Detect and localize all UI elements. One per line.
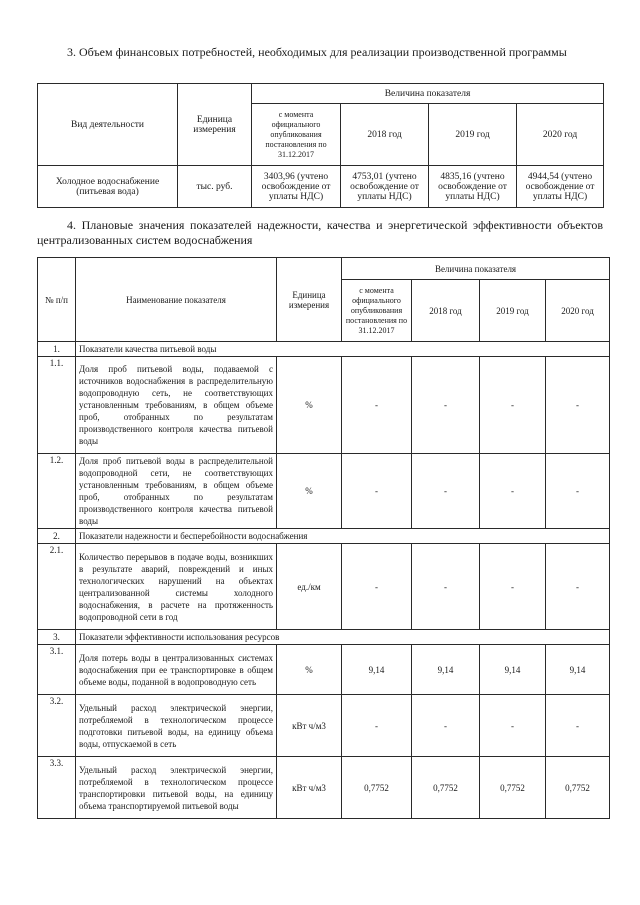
row-unit: % [277, 454, 342, 529]
row-num: 3.3. [38, 757, 76, 819]
subheader-period-2017: с момента официального опубликования постановления по 31.12.2017 [342, 280, 412, 342]
row-unit: кВт ч/м3 [277, 757, 342, 819]
row-num: 1. [38, 342, 76, 357]
cell-value-2019: 4835,16 (учтено освобождение от уплаты НДС) [429, 166, 517, 208]
subheader-2019: 2019 год [480, 280, 546, 342]
row-value: - [546, 357, 610, 454]
row-value: 0,7752 [342, 757, 412, 819]
table-row [38, 454, 610, 529]
row-value: 9,14 [480, 645, 546, 695]
section-title: Показатели качества питьевой воды [76, 342, 610, 357]
row-value: 0,7752 [412, 757, 480, 819]
row-unit: % [277, 357, 342, 454]
section-row [38, 630, 610, 645]
row-value: 0,7752 [480, 757, 546, 819]
row-value: - [480, 544, 546, 630]
row-value: - [480, 454, 546, 529]
row-name: Количество перерывов в подаче воды, возникших в результате аварий, повреждений и иных технологических нарушений на объектах централизованной системы холодного водоснабжения, в расчете на протяженность водопроводной сети в год [76, 544, 277, 630]
header-name: Наименование показателя [76, 258, 277, 342]
cell-value-2017: 3403,96 (учтено освобождение от уплаты НДС) [252, 166, 341, 208]
row-value: 9,14 [412, 645, 480, 695]
row-num: 3.1. [38, 645, 76, 695]
table-row [38, 645, 610, 695]
subheader-2020: 2020 год [517, 104, 604, 166]
row-name: Доля потерь воды в централизованных системах водоснабжения при ее транспортировке в общем объеме воды, поданной в водопроводную сеть [76, 645, 277, 695]
table-row [38, 357, 610, 454]
row-name: Удельный расход электрической энергии, потребляемой в технологическом процессе транспортировки питьевой воды, на единицу объема транспортируемой питьевой воды [76, 757, 277, 819]
row-value: - [342, 357, 412, 454]
row-value: - [412, 454, 480, 529]
row-num: 3.2. [38, 695, 76, 757]
cell-value-2020: 4944,54 (учтено освобождение от уплаты НДС) [517, 166, 604, 208]
header-unit: Единица измерения [178, 84, 252, 166]
section-row [38, 529, 610, 544]
row-num: 3. [38, 630, 76, 645]
header-value: Величина показателя [342, 258, 610, 280]
row-value: - [342, 695, 412, 757]
table-row [38, 544, 610, 630]
row-value: - [546, 544, 610, 630]
section4-heading: 4. Плановые значения показателей надежности, качества и энергетической эффективности объектов централизованных систем водоснабжения [37, 218, 603, 247]
table-row [38, 695, 610, 757]
header-activity: Вид деятельности [38, 84, 178, 166]
row-unit: кВт ч/м3 [277, 695, 342, 757]
row-num: 2.1. [38, 544, 76, 630]
row-value: - [480, 357, 546, 454]
row-value: 0,7752 [546, 757, 610, 819]
subheader-period-2017: с момента официального опубликования постановления по 31.12.2017 [252, 104, 341, 166]
row-num: 2. [38, 529, 76, 544]
cell-value-2018: 4753,01 (учтено освобождение от уплаты НДС) [341, 166, 429, 208]
header-value: Величина показателя [252, 84, 604, 104]
section-row [38, 342, 610, 357]
row-value: - [342, 544, 412, 630]
row-name: Удельный расход электрической энергии, потребляемой в технологическом процессе подготовки питьевой воды, на единицу объема воды, отпускаемой в сеть [76, 695, 277, 757]
row-value: 9,14 [546, 645, 610, 695]
financial-needs-table [37, 83, 604, 208]
row-num: 1.2. [38, 454, 76, 529]
table-row [38, 757, 610, 819]
row-name: Доля проб питьевой воды в распределительной водопроводной сети, не соответствующих установленным требованиям, в общем объеме проб, отобранных по результатам производственного контроля качества питьевой воды [76, 454, 277, 529]
row-value: - [546, 454, 610, 529]
cell-activity: Холодное водоснабжение (питьевая вода) [38, 166, 178, 208]
section-title: Показатели эффективности использования ресурсов [76, 630, 610, 645]
row-value: 9,14 [342, 645, 412, 695]
subheader-2018: 2018 год [412, 280, 480, 342]
row-value: - [412, 357, 480, 454]
row-name: Доля проб питьевой воды, подаваемой с источников водоснабжения в распределительную водопроводную сеть, не соответствующих установленным требованиям, в общем объеме проб, отобранных по результатам производственного контроля качества питьевой воды [76, 357, 277, 454]
section-title: Показатели надежности и бесперебойности водоснабжения [76, 529, 610, 544]
row-value: - [412, 544, 480, 630]
cell-unit: тыс. руб. [178, 166, 252, 208]
row-value: - [546, 695, 610, 757]
header-num: № п/п [38, 258, 76, 342]
indicators-table [37, 257, 610, 819]
subheader-2019: 2019 год [429, 104, 517, 166]
row-value: - [412, 695, 480, 757]
section3-heading: 3. Объем финансовых потребностей, необходимых для реализации производственной программы [67, 45, 567, 59]
subheader-2018: 2018 год [341, 104, 429, 166]
row-value: - [342, 454, 412, 529]
row-unit: % [277, 645, 342, 695]
row-num: 1.1. [38, 357, 76, 454]
row-value: - [480, 695, 546, 757]
subheader-2020: 2020 год [546, 280, 610, 342]
header-unit: Единица измерения [277, 258, 342, 342]
row-unit: ед./км [277, 544, 342, 630]
